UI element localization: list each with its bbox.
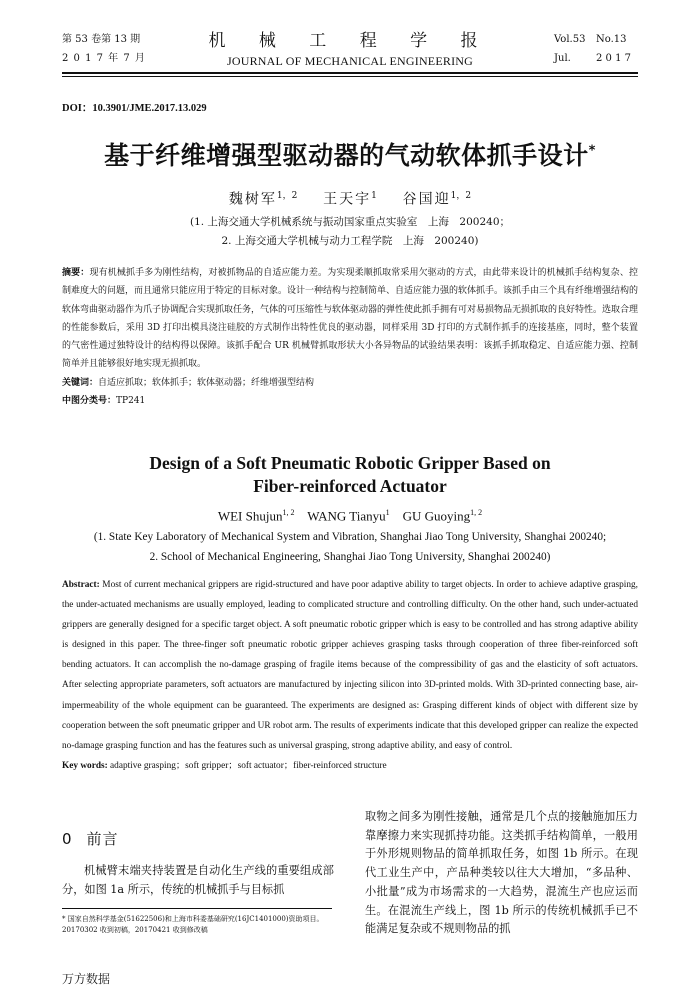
year-en: 2 0 1 7 [596,53,631,64]
watermark: 万方数据 [62,972,111,986]
authors-en [0,508,700,524]
issue-en: No.13 [596,34,627,45]
title-footnote-mark: * [588,143,596,159]
paper-title-cn [40,136,660,172]
section-heading [62,828,119,849]
authors-cn [0,188,700,209]
author-affil-mark: 1, 2 [470,508,483,517]
author-en: GU Guoying [402,508,471,524]
keywords-label-cn: 关键词： [62,377,99,388]
clc-label: 中图分类号： [62,396,117,407]
journal-title-cn: 机 械 工 程 学 报 [208,31,492,51]
author-affil-mark: 1，2 [276,191,298,201]
affiliation-en: 2. School of Mechanical Engineering, Shanghai Jiao Tong University, Shanghai 200240) [149,551,551,563]
journal-title-en: JOURNAL OF MECHANICAL ENGINEERING [226,54,474,68]
author-cn: 魏树军 [228,191,277,208]
affiliations-cn [0,213,700,251]
month-en: Jul. [554,53,571,64]
author-en: WANG Tianyu [307,508,386,524]
affiliation-cn: 2. 上海交通大学机械与动力工程学院 上海 200240) [221,235,479,247]
volume-en: Vol.53 [554,34,586,45]
running-header [62,30,638,74]
header-rule-thin [62,76,638,77]
abstract-label-cn: 摘要： [62,268,90,278]
affiliation-en: (1. State Key Laboratory of Mechanical System and Vibration, Shanghai Jiao Tong University, Shanghai 200240; [93,531,607,543]
author-cn: 王天宇 [323,191,372,208]
author-cn: 谷国迎 [402,191,451,208]
author-affil-mark: 1, 2 [282,508,295,517]
paper-title-en [60,452,640,498]
paper-title-cn-text: 基于纤维增强型驱动器的气动软体抓手设计 [104,141,589,170]
keywords-label-en: Key words: [62,760,108,771]
author-affil-mark: 1 [385,508,390,517]
header-center [62,30,638,70]
abstract-text-cn: 现有机械抓手多为刚性结构，对被抓物品的自适应能力差。为实现柔顺抓取常采用欠驱动的方式，由此带来设计的机械抓手结构复杂、控制难度大的问题，而且通常只能应用于特定的目标对象。设计一种结构与控制简单、自适应能力强的软体抓手。该抓手由三个具有纤维增强结构的软体弯曲驱动器作为爪子协调配合实现抓取任务，气体的可压缩性与软体驱动器的弹性使此抓手拥有可对易损物品无损抓取的良好特性。选取合理的性能参数后，采用 3D 打印出模具浇注硅胶的方式制作出特性优良的驱动器，同样采用 3D 打印的方式制作抓手的连接基座，同时，整个装置的气密性通过独特设计的结构得以保障。该抓手配合 UR 机械臂抓取形状大小各异物品的试验结果表明：该抓手抓取稳定、自适应能力强、控制简单并且能够很好地实现无损抓取。 [62,268,639,370]
volume-issue-cn: 第 53 卷第 13 期 [62,34,141,45]
doi: DOI：10.3901/JME.2017.13.029 [62,103,207,114]
keywords-en: adaptive grasping；soft gripper；soft actuator；fiber-reinforced structure [110,760,387,771]
abstract-text-en: Most of current mechanical grippers are rigid-structured and have poor adaptive ability to target objects. In order to achieve adaptive grasping, the under-actuated mechanisms are usually employed, leading to complicated structure and controlling difficulty. On the other hand, such under-actuated grippers are generally designed for a specific target object. A soft pneumatic robotic gripper which is easy to be controlled and has strong adaptive ability is designed in this paper. The three-finger soft pneumatic robotic gripper achieves grasping tasks through cooperation of three fiber-reinforced soft bending actuators. It can accomplish the no-damage grasping of fragile items because of the compressibility of gas and the elasticity of soft actuators. After selecting appropriate parameters, soft actuators are manufactured by injecting silicon into 3D-printed molds. With 3D-printed connecting base, air-impermeability of the whole equipment can be guaranteed. The experiments are designed as: Grasping different kinds of object with different size by cooperation between the soft pneumatic gripper and UR robot arm. The results of experiments indicate that this developed gripper can realize the expected no-damage grasping function and has the features such as universal grasping, strong adaptive ability, and easy of control. [62,580,639,751]
footnote-rule [62,908,332,909]
abstract-cn [62,264,638,410]
date-cn: 2 0 1 7 年 7 月 [62,53,146,64]
keywords-cn: 自适应抓取；软体抓手；软体驱动器；纤维增强型结构 [98,377,315,388]
author-affil-mark: 1，2 [450,191,472,201]
author-affil-mark: 1 [371,191,377,201]
author-en: WEI Shujun [217,508,283,524]
affiliation-cn: (1. 上海交通大学机械系统与振动国家重点实验室 上海 200240； [189,216,511,228]
clc-number: TP241 [116,396,146,407]
body-paragraph: 机械臂末端夹持装置是自动化生产线的重要组成部分，如图 1a 所示，传统的机械抓手与目标抓 [62,864,334,896]
section-title: 前言 [86,830,119,848]
affiliations-en [0,527,700,567]
funding-footnote: * 国家自然科学基金(51622506)和上海市科委基础研究(16JC1401000)资助项目。20170302 收到初稿，20170421 收到修改稿 [62,915,324,934]
header-rule-thick [62,72,638,74]
abstract-label-en: Abstract: [62,580,100,590]
section-number: 0 [62,830,73,848]
body-right-column: 取物之间多为刚性接触，通常是几个点的接触施加压力靠摩擦力来实现抓持功能。这类抓手结构简单，一般用于外形规则物品的简单抓取任务，如图 1b 所示。在现代工业生产中，产品种类较以往大大增加，“多品种、小批量”成为市场需求的一大趋势，混流生产也应运而生。在混流生产线上，图 1b 所示的传统机械抓手已不能满足复杂或不规则物品的抓 [365,810,638,936]
header-right [554,30,638,68]
abstract-en [62,575,638,776]
paper-title-en-line: Fiber-reinforced Actuator [253,476,447,496]
paper-title-en-line: Design of a Soft Pneumatic Robotic Gripper Based on [149,453,551,473]
